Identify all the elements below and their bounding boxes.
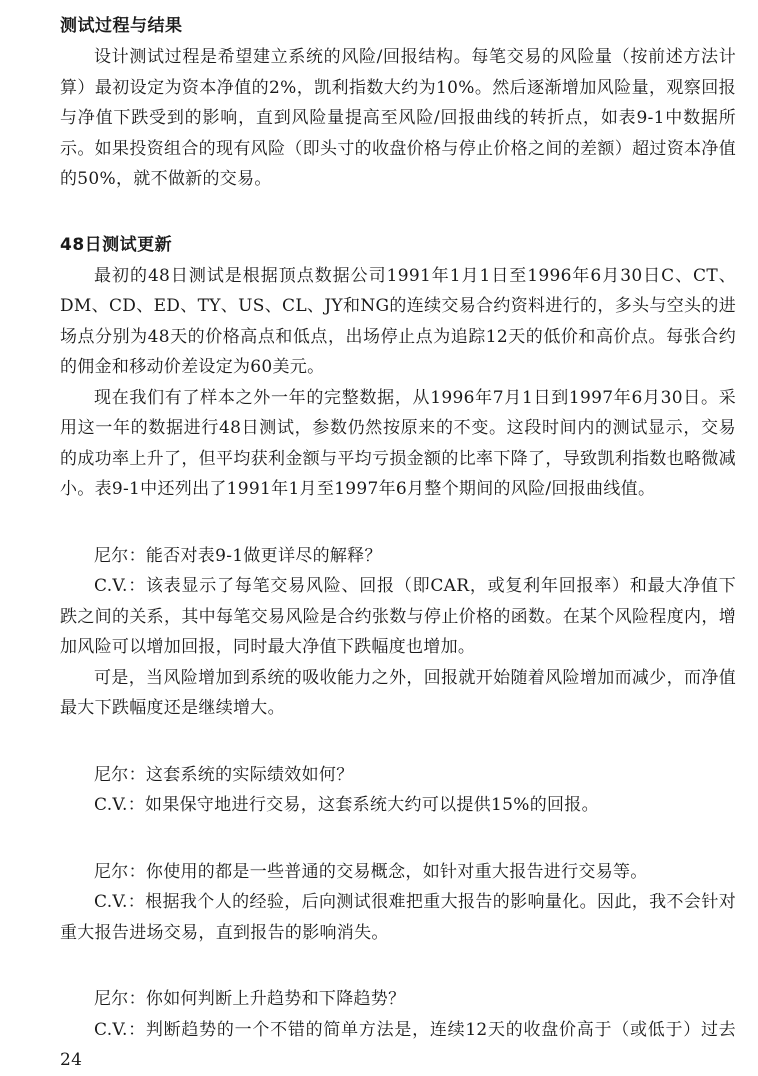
spacer — [60, 821, 736, 857]
dialog-answer-4: C.V.：判断趋势的一个不错的简单方法是，连续12天的收盘价高于（或低于）过去24 — [60, 1019, 736, 1070]
dialog-answer-1: C.V.：该表显示了每笔交易风险、回报（即CAR，或复利年回报率）和最大净值下跌之间的关系，其中每笔交易风险是合约张数与停止价格的函数。在某个风险程度内，增加风险可以增加回报，同时最大净值下跌幅度也增加。 — [60, 576, 736, 657]
dialog-answer-1-continued: 可是，当风险增加到系统的吸收能力之外，回报就开始随着风险增加而减少，而净值最大下跌幅度还是继续增大。 — [60, 667, 736, 718]
section-heading-48-day-update: 48日测试更新 — [60, 234, 173, 255]
spacer — [60, 195, 736, 233]
spacer — [60, 724, 736, 760]
dialog-answer-2: C.V.：如果保守地进行交易，这套系统大约可以提供15%的回报。 — [94, 795, 599, 815]
paragraph-48-day-original: 最初的48日测试是根据顶点数据公司1991年1月1日至1996年6月30日C、CT、DM、CD、ED、TY、US、CL、JY和NG的连续交易合约资料进行的，多头与空头的进场点分别为48天的价格高点和低点，出场停止点为追踪12天的低价和高价点。每张合约的佣金和移动价差设定为60美元。 — [60, 265, 736, 377]
dialog-question-2: 尼尔：这套系统的实际绩效如何？ — [94, 764, 354, 785]
dialog-question-1: 尼尔：能否对表9-1做更详尽的解释？ — [94, 545, 382, 566]
spacer — [60, 948, 736, 984]
paragraph-48-day-new-data: 现在我们有了样本之外一年的完整数据，从1996年7月1日到1997年6月30日。采用这一年的数据进行48日测试，参数仍然按原来的不变。这段时间内的测试显示，交易的成功率上升了，但平均获利金额与平均亏损金额的比率下降了，导致凯利指数也略微减小。表9-1中还列出了1991年1月至1997年6月整个期间的风险/回报曲线值。 — [60, 387, 736, 499]
paragraph-test-process: 设计测试过程是希望建立系统的风险/回报结构。每笔交易的风险量（按前述方法计算）最初设定为资本净值的2%，凯利指数大约为10%。然后逐渐增加风险量，观察回报与净值下跌受到的影响，直到风险量提高至风险/回报曲线的转折点，如表9-1中数据所示。如果投资组合的现有风险（即头寸的收盘价格与停止价格之间的差额）超过资本净值的50%，就不做新的交易。 — [60, 47, 736, 189]
section-heading-test-process: 测试过程与结果 — [60, 16, 183, 36]
dialog-question-3: 尼尔：你使用的都是一些普通的交易概念，如针对重大报告进行交易等。 — [94, 861, 648, 882]
dialog-question-4: 尼尔：你如何判断上升趋势和下降趋势？ — [94, 989, 406, 1009]
dialog-answer-3: C.V.：根据我个人的经验，后向测试很难把重大报告的影响量化。因此，我不会针对重大报告进场交易，直到报告的影响消失。 — [60, 892, 736, 943]
spacer — [60, 505, 736, 541]
